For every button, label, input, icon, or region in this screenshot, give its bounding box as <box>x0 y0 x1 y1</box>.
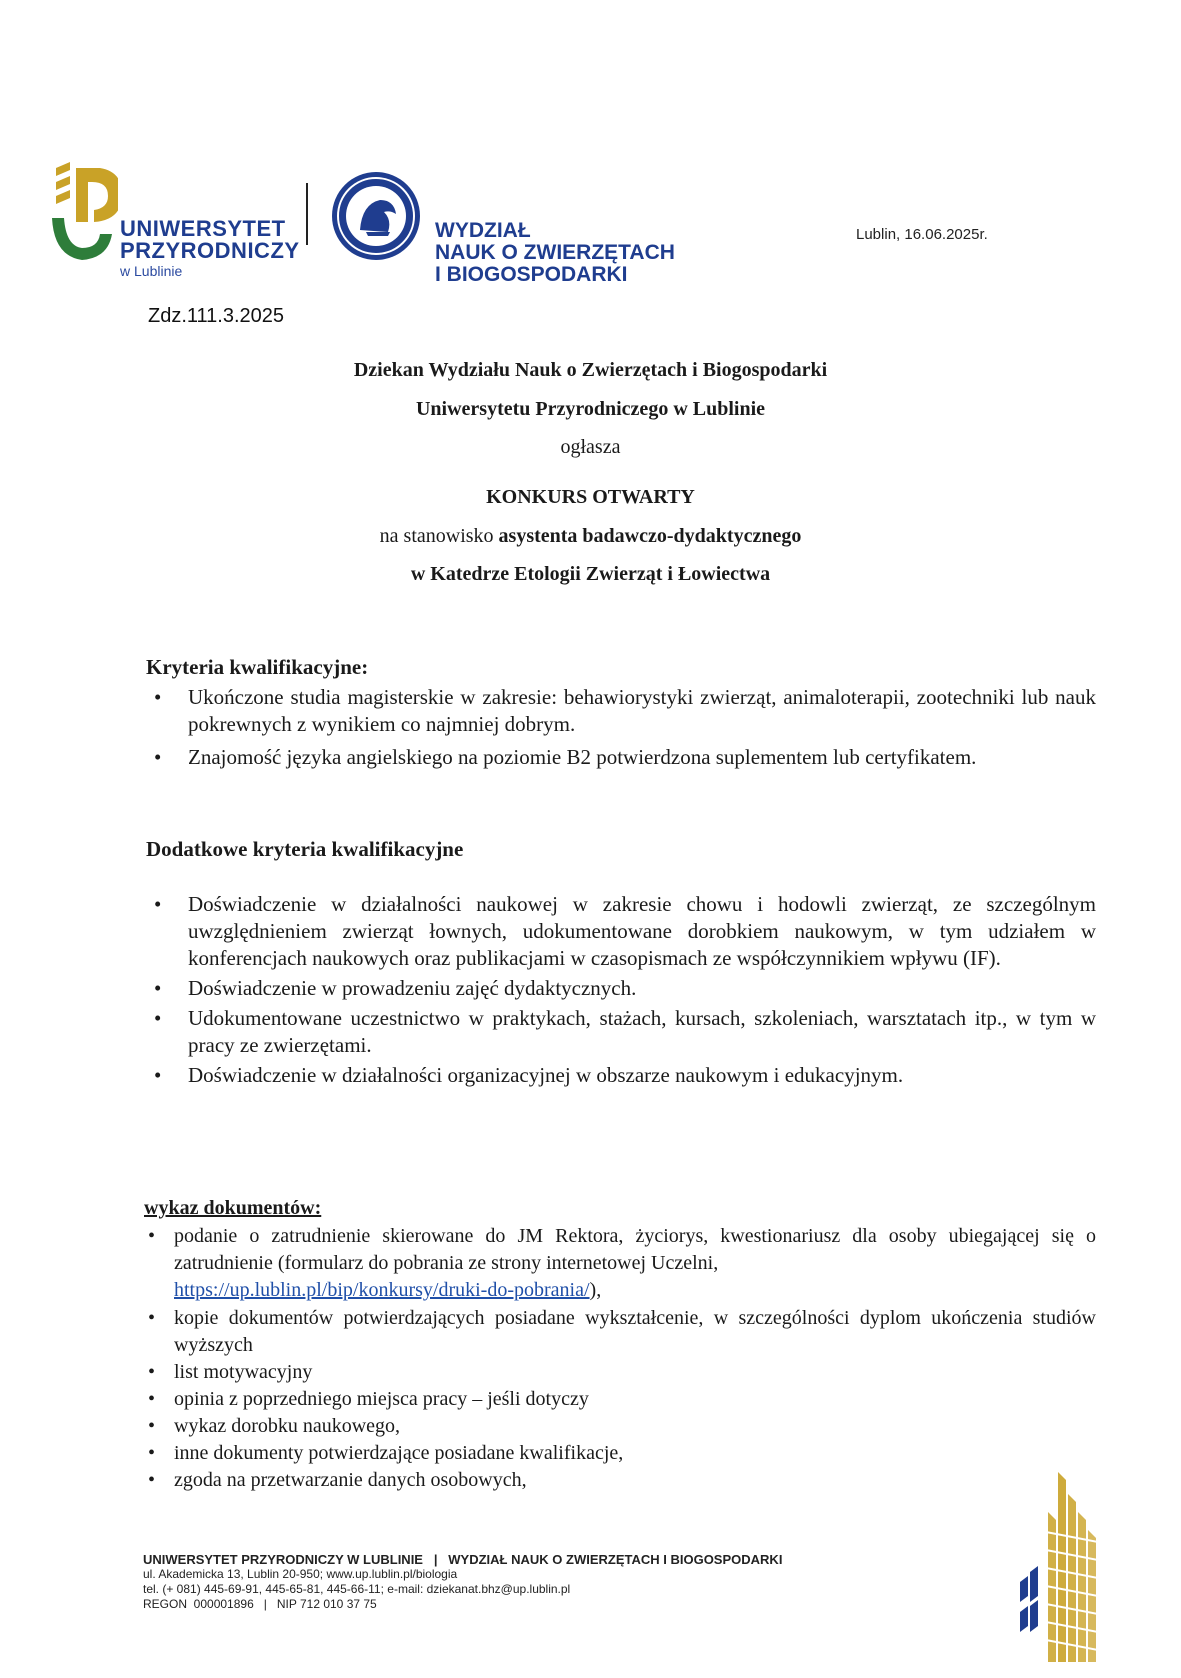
position-line <box>0 525 1181 548</box>
university-name-line1: UNIWERSYTET <box>120 216 286 241</box>
faculty-name-line3: I BIOGOSPODARKI <box>435 263 628 286</box>
list-item <box>146 1223 1096 1304</box>
documents-list <box>146 1223 1096 1494</box>
faculty-seal <box>330 170 422 262</box>
up-emblem-icon <box>48 160 118 270</box>
footer-line3: tel. (+ 081) 445-69-91, 445-65-81, 445-66-11; e-mail: dziekanat.bhz@up.lublin.pl <box>143 1582 571 1596</box>
list-item: • Ukończone studia magisterskie w zakresie: behawiorystyki zwierząt, animaloterapii, zootechniki lub nauk pokrewnych z wynikiem co najmniej dobrym. <box>148 684 1096 738</box>
list-item: • zgoda na przetwarzanie danych osobowych, <box>146 1467 1096 1494</box>
list-item: • kopie dokumentów potwierdzających posiadane wykształcenie, w szczególności dyplom ukończenia studiów wyższych <box>146 1305 1096 1359</box>
criteria-list <box>148 684 1096 771</box>
title-line3: ogłasza <box>560 436 621 458</box>
list-item: • Doświadczenie w działalności naukowej w zakresie chowu i hodowli zwierząt, ze szczególnym uwzględnieniem zwierząt łownych, udokumentowane dorobkiem naukowym, w tym udziałem w konferencjach naukowych oraz publikacjami w czasopismach ze współczynnikiem wpływu (IF). <box>148 891 1096 972</box>
footer <box>143 1552 782 1612</box>
header-divider <box>306 183 308 245</box>
faculty-name-line2: NAUK O ZWIERZĘTACH <box>435 241 675 264</box>
faculty-name-line1: WYDZIAŁ <box>435 219 531 242</box>
wheat-decoration-icon <box>1018 1472 1098 1662</box>
documents-item1-text: podanie o zatrudnienie skierowane do JM Rektora, życiorys, kwestionariusz dla osoby ubiegającej się o zatrudnienie (formularz do pobrania ze strony internetowej Uczelni, <box>174 1225 1096 1274</box>
university-name-line3: w Lublinie <box>120 263 183 279</box>
position-name: asystenta badawczo-dydaktycznego <box>498 525 802 547</box>
position-prefix: na stanowisko <box>379 525 499 547</box>
forms-download-link[interactable]: https://up.lublin.pl/bip/konkursy/druki-do-pobrania/ <box>174 1279 590 1301</box>
documents-heading: wykaz dokumentów: <box>144 1197 322 1219</box>
university-logo <box>48 160 300 280</box>
title-line1: Dziekan Wydziału Nauk o Zwierzętach i Biogospodarki <box>353 359 828 381</box>
documents-item1-suffix: ), <box>589 1279 602 1301</box>
list-item: • opinia z poprzedniego miejsca pracy – jeśli dotyczy <box>146 1386 1096 1413</box>
title-line2: Uniwersytetu Przyrodniczego w Lublinie <box>415 398 766 420</box>
reference-number: Zdz.111.3.2025 <box>148 305 285 327</box>
faculty-seal-icon <box>330 170 422 262</box>
list-item: • wykaz dorobku naukowego, <box>146 1413 1096 1440</box>
criteria-heading: Kryteria kwalifikacyjne: <box>146 655 369 679</box>
list-item: • Doświadczenie w prowadzeniu zajęć dydaktycznych. <box>148 975 1096 1002</box>
list-item: • Doświadczenie w działalności organizacyjnej w obszarze naukowym i edukacyjnym. <box>148 1062 1096 1089</box>
list-item: • inne dokumenty potwierdzające posiadane kwalifikacje, <box>146 1440 1096 1467</box>
footer-line4: REGON 000001896 | NIP 712 010 37 75 <box>143 1597 377 1611</box>
list-item: • list motywacyjny <box>146 1359 1096 1386</box>
footer-line1: UNIWERSYTET PRZYRODNICZY W LUBLINIE | WYDZIAŁ NAUK O ZWIERZĘTACH I BIOGOSPODARKI <box>143 1552 783 1567</box>
additional-criteria-heading: Dodatkowe kryteria kwalifikacyjne <box>146 837 464 861</box>
footer-line2: ul. Akademicka 13, Lublin 20-950; www.up.lublin.pl/biologia <box>143 1567 458 1581</box>
department-line: w Katedrze Etologii Zwierząt i Łowiectwa <box>410 563 771 585</box>
university-name-line2: PRZYRODNICZY <box>120 238 300 263</box>
list-item: • Udokumentowane uczestnictwo w praktykach, stażach, kursach, szkoleniach, warsztatach itp., w tym w pracy ze zwierzętami. <box>148 1005 1096 1059</box>
competition-title: KONKURS OTWARTY <box>486 486 695 508</box>
document-date: Lublin, 16.06.2025r. <box>856 226 988 243</box>
list-item: • Znajomość języka angielskiego na poziomie B2 potwierdzona suplementem lub certyfikatem. <box>148 744 1096 771</box>
additional-criteria-list <box>148 891 1096 1089</box>
